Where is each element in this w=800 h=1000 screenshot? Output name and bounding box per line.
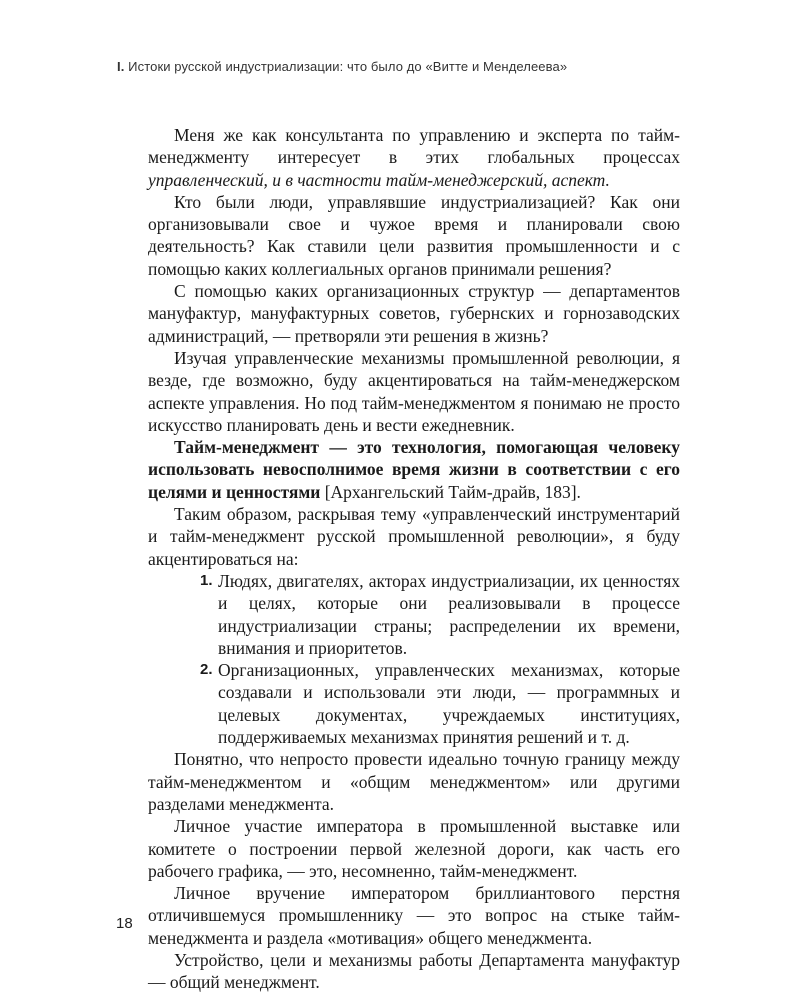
part-number: I. bbox=[117, 59, 125, 74]
paragraph: С помощью каких организационных структур — департаментов мануфактур, мануфактурных советов, губернских и горнозаводских администраций, — претворяли эти решения в жизнь? bbox=[148, 281, 680, 346]
running-head bbox=[117, 59, 567, 74]
citation: [Архангельский Тайм-драйв, 183]. bbox=[320, 481, 581, 502]
list-item-text: Организационных, управленческих механизмах, которые создавали и использовали эти люди, — программных и целевых документах, учреждаемых институциях, поддерживаемых механизмах принятия решений и т. д. bbox=[218, 660, 680, 748]
list-item bbox=[202, 659, 680, 748]
emphasis-text: управленческий, и в частности тайм-менеджерский, аспект. bbox=[148, 169, 610, 190]
page-number: 18 bbox=[116, 915, 133, 932]
main-text bbox=[148, 124, 680, 994]
paragraph: Кто были люди, управлявшие индустриализацией? Как они организовывали свое и чужое время и планировали свою деятельность? Как ставили цели развития промышленности и с помощью каких коллегиальных органов принимали решения? bbox=[148, 191, 680, 279]
paragraph: Личное участие императора в промышленной выставке или комитете о построении первой железной дороги, как часть его рабочего графика, — это, несомненно, тайм-менеджмент. bbox=[148, 816, 680, 881]
list-item bbox=[202, 570, 680, 659]
definition-paragraph bbox=[148, 436, 680, 503]
list-number: 2. bbox=[200, 661, 213, 679]
paragraph: Понятно, что непросто провести идеально точную границу между тайм-менеджментом и «общим менеджментом» или другими разделами менеджмента. bbox=[148, 749, 680, 814]
list-item-text: Людях, двигателях, акторах индустриализации, их ценностях и целях, которые они реализовывали в процессе индустриализации страны; распределении их времени, внимания и приоритетов. bbox=[218, 570, 680, 658]
definition-text: Тайм-менеджмент — это технология, помогающая человеку использовать невосполнимое время жизни в соответствии с его целями и ценностями bbox=[148, 437, 680, 502]
paragraph-text: Меня же как консультанта по управлению и эксперта по тайм-менеджменту интересует в этих глобальных процессах bbox=[148, 125, 680, 168]
paragraph: Изучая управленческие механизмы промышленной революции, я везде, где возможно, буду акцентироваться на тайм-менеджерском аспекте управления. Но под тайм-менеджментом я понимаю не просто искусство планировать день и вести ежедневник. bbox=[148, 347, 680, 435]
chapter-title: Истоки русской индустриализации: что было до «Витте и Менделеева» bbox=[128, 59, 568, 74]
paragraph bbox=[148, 124, 680, 191]
paragraph: Таким образом, раскрывая тему «управленческий инструментарий и тайм-менеджмент русской промышленной революции», я буду акцентироваться на: bbox=[148, 504, 680, 569]
numbered-list bbox=[202, 570, 680, 748]
paragraph: Устройство, цели и механизмы работы Департамента мануфактур — общий менеджмент. bbox=[148, 949, 680, 993]
paragraph: Личное вручение императором бриллиантового перстня отличившемуся промышленнику — это вопрос на стыке тайм-менеджмента и раздела «мотивация» общего менеджмента. bbox=[148, 883, 680, 948]
list-number: 1. bbox=[200, 571, 213, 589]
